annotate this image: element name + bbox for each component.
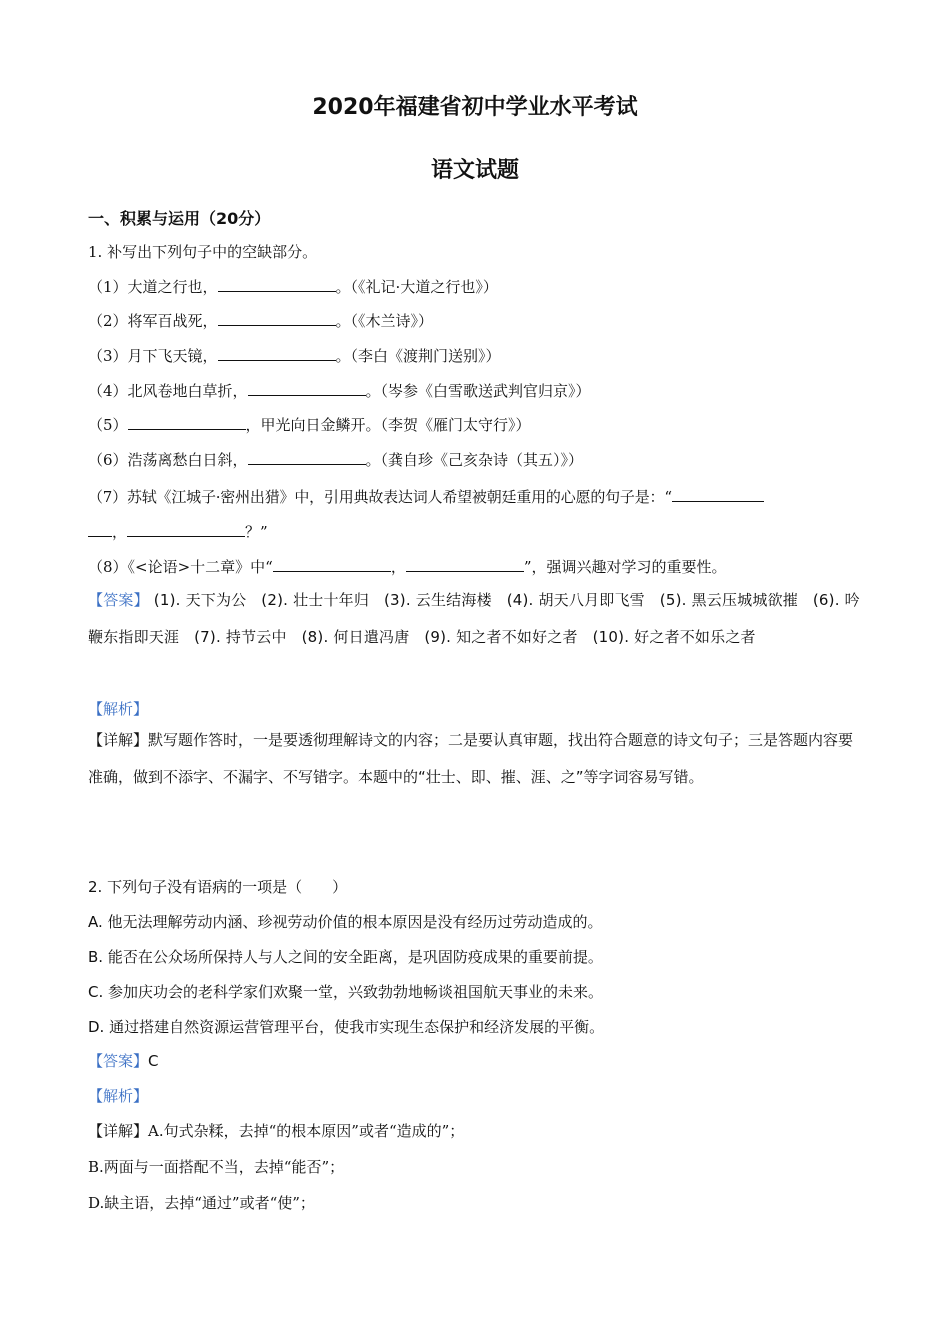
q1-detail: 【详解】默写题作答时，一是要透彻理解诗文的内容；二是要认真审题，找出符合题意的诗文句子；三是答题内容要准确，做到不添字、不漏字、不写错字。本题中的“壮士、即、摧、涯、之”等字词容易写错。 xyxy=(88,731,854,786)
answer-blank xyxy=(248,450,366,465)
q2-option-b: B. 能否在公众场所保持人与人之间的安全距离，是巩固防疫成果的重要前提。 xyxy=(88,948,603,966)
q2-answer: 【答案】C xyxy=(88,1052,159,1070)
detail-tag: 【详解】 xyxy=(88,731,149,749)
q2-prompt: 2. 下列句子没有语病的一项是（ ） xyxy=(88,878,348,896)
q1-item-4: （4）北风卷地白草折， 。（岑参《白雪歌送武判官归京》） xyxy=(88,382,591,400)
q2-detail-d: D.缺主语，去掉“通过”或者“使”； xyxy=(88,1194,315,1212)
answer-blank xyxy=(128,415,246,430)
q2-detail-b: B.两面与一面搭配不当，去掉“能否”； xyxy=(88,1158,345,1176)
document-subtitle: 语文试题 xyxy=(430,158,519,183)
q2-option-d: D. 通过搭建自然资源运营管理平台，使我市实现生态保护和经济发展的平衡。 xyxy=(88,1018,605,1036)
q1-answer: 【答案】 (1). 天下为公 (2). 壮士十年归 (3). 云生结海楼 (4). 胡天八月即飞雪 (5). 黑云压城城欲摧 (6). 吟鞭东指即天涯 (7). 持节云中 (8). 何日遣冯唐 (9). 知之者不如好之者 (10). 好之者不如乐之者 xyxy=(88,591,860,646)
answer-blank xyxy=(88,522,112,537)
detail-tag: 【详解】 xyxy=(88,1122,149,1140)
q1-item-7-line2: ， ？” xyxy=(88,521,268,542)
q1-item-6: （6）浩荡离愁白日斜， 。（龚自珍《己亥杂诗（其五）》） xyxy=(88,451,584,469)
answer-tag: 【答案】 xyxy=(88,591,149,609)
q2-analysis-tag: 【解析】 xyxy=(88,1087,149,1105)
q1-item-3: （3）月下飞天镜， 。（李白《渡荆门送别》） xyxy=(88,347,501,365)
answer-blank xyxy=(218,346,336,361)
answer-blank xyxy=(248,381,366,396)
answer-blank xyxy=(672,487,764,502)
q2-option-c: C. 参加庆功会的老科学家们欢聚一堂，兴致勃勃地畅谈祖国航天事业的未来。 xyxy=(88,983,604,1001)
q1-prompt: 1. 补写出下列句子中的空缺部分。 xyxy=(88,243,318,261)
q1-item-5: （5） ，甲光向日金鳞开。（李贺《雁门太守行》） xyxy=(88,416,531,434)
q2-option-a: A. 他无法理解劳动内涵、珍视劳动价值的根本原因是没有经历过劳动造成的。 xyxy=(88,913,603,931)
answer-blank xyxy=(127,522,245,537)
answer-tag: 【答案】 xyxy=(88,1052,149,1070)
q1-item-7-line1: （7）苏轼《江城子·密州出猎》中，引用典故表达词人希望被朝廷重用的心愿的句子是：“ xyxy=(88,486,764,507)
document-title: 2020年福建省初中学业水平考试 xyxy=(312,95,638,120)
q2-detail-a: 【详解】A.句式杂糅，去掉“的根本原因”或者“造成的”； xyxy=(88,1122,465,1140)
answer-blank xyxy=(273,557,391,572)
q1-item-1: （1）大道之行也， 。（《礼记·大道之行也》） xyxy=(88,278,498,296)
section-title: 一、积累与运用（20分） xyxy=(88,209,271,228)
q1-item-2: （2）将军百战死， 。（《木兰诗》） xyxy=(88,312,434,330)
q1-analysis-tag: 【解析】 xyxy=(88,700,149,718)
q1-item-8: （8）《<论语>十二章》中“ ， ”，强调兴趣对学习的重要性。 xyxy=(88,558,727,576)
answer-blank xyxy=(218,311,336,326)
answer-blank xyxy=(406,557,524,572)
answer-blank xyxy=(218,277,336,292)
